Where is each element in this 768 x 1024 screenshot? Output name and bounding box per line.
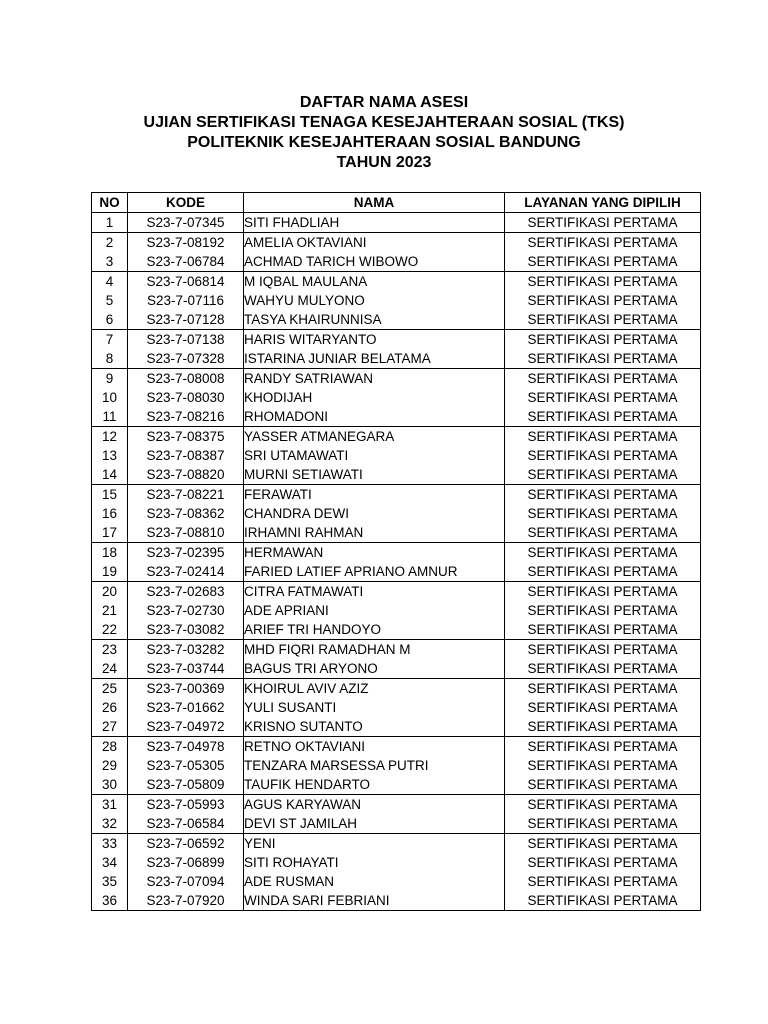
row-no: 5 — [92, 291, 128, 310]
row-layanan: SERTIFIKASI PERTAMA — [505, 756, 701, 775]
row-layanan: SERTIFIKASI PERTAMA — [505, 252, 701, 272]
row-nama: IRHAMNI RAHMAN — [244, 523, 505, 543]
row-layanan: SERTIFIKASI PERTAMA — [505, 775, 701, 795]
row-kode: S23-7-06784 — [128, 252, 244, 272]
row-no: 21 — [92, 601, 128, 620]
row-layanan: SERTIFIKASI PERTAMA — [505, 853, 701, 872]
document-subtitle-institution: POLITEKNIK KESEJAHTERAAN SOSIAL BANDUNG — [187, 134, 581, 151]
row-kode: S23-7-00369 — [128, 679, 244, 699]
row-kode: S23-7-07138 — [128, 330, 244, 350]
row-nama: AGUS KARYAWAN — [244, 795, 505, 815]
table-row — [92, 330, 701, 350]
row-layanan: SERTIFIKASI PERTAMA — [505, 891, 701, 911]
row-layanan: SERTIFIKASI PERTAMA — [505, 369, 701, 389]
row-kode: S23-7-07345 — [128, 213, 244, 233]
row-kode: S23-7-07920 — [128, 891, 244, 911]
document-header — [0, 93, 768, 173]
table-body — [92, 213, 701, 911]
row-no: 31 — [92, 795, 128, 815]
row-nama: SITI FHADLIAH — [244, 213, 505, 233]
table-row — [92, 814, 701, 834]
row-nama: FERAWATI — [244, 485, 505, 505]
column-header-layanan: LAYANAN YANG DIPILIH — [505, 193, 701, 213]
table-row — [92, 853, 701, 872]
row-layanan: SERTIFIKASI PERTAMA — [505, 834, 701, 854]
row-no: 11 — [92, 407, 128, 427]
row-no: 2 — [92, 233, 128, 253]
row-layanan: SERTIFIKASI PERTAMA — [505, 795, 701, 815]
row-kode: S23-7-06814 — [128, 272, 244, 292]
row-kode: S23-7-03082 — [128, 620, 244, 640]
table-row — [92, 272, 701, 292]
row-no: 13 — [92, 446, 128, 465]
table-row — [92, 446, 701, 465]
row-kode: S23-7-08820 — [128, 465, 244, 485]
row-no: 34 — [92, 853, 128, 872]
row-layanan: SERTIFIKASI PERTAMA — [505, 465, 701, 485]
table-row — [92, 407, 701, 427]
table-header-row — [92, 193, 701, 213]
row-no: 4 — [92, 272, 128, 292]
row-layanan: SERTIFIKASI PERTAMA — [505, 872, 701, 891]
table-row — [92, 640, 701, 660]
row-layanan: SERTIFIKASI PERTAMA — [505, 717, 701, 737]
row-nama: TENZARA MARSESSA PUTRI — [244, 756, 505, 775]
row-nama: M IQBAL MAULANA — [244, 272, 505, 292]
row-no: 30 — [92, 775, 128, 795]
table-row — [92, 233, 701, 253]
table-row — [92, 291, 701, 310]
document-title: DAFTAR NAMA ASESI — [299, 94, 469, 111]
document-subtitle-exam: UJIAN SERTIFIKASI TENAGA KESEJAHTERAAN SOSIAL (TKS) — [143, 114, 625, 131]
row-kode: S23-7-06899 — [128, 853, 244, 872]
row-kode: S23-7-07128 — [128, 310, 244, 330]
row-nama: WAHYU MULYONO — [244, 291, 505, 310]
row-layanan: SERTIFIKASI PERTAMA — [505, 272, 701, 292]
row-nama: HARIS WITARYANTO — [244, 330, 505, 350]
row-nama: TASYA KHAIRUNNISA — [244, 310, 505, 330]
row-nama: YULI SUSANTI — [244, 698, 505, 717]
table-row — [92, 504, 701, 523]
table-row — [92, 562, 701, 582]
row-nama: BAGUS TRI ARYONO — [244, 659, 505, 679]
row-nama: WINDA SARI FEBRIANI — [244, 891, 505, 911]
row-nama: TAUFIK HENDARTO — [244, 775, 505, 795]
row-nama: ADE APRIANI — [244, 601, 505, 620]
row-kode: S23-7-08375 — [128, 427, 244, 447]
row-layanan: SERTIFIKASI PERTAMA — [505, 659, 701, 679]
row-layanan: SERTIFIKASI PERTAMA — [505, 388, 701, 407]
row-no: 14 — [92, 465, 128, 485]
row-no: 10 — [92, 388, 128, 407]
document-subtitle-year: TAHUN 2023 — [336, 154, 432, 171]
row-kode: S23-7-04972 — [128, 717, 244, 737]
row-no: 24 — [92, 659, 128, 679]
row-nama: ISTARINA JUNIAR BELATAMA — [244, 349, 505, 369]
row-no: 6 — [92, 310, 128, 330]
row-kode: S23-7-08221 — [128, 485, 244, 505]
row-no: 7 — [92, 330, 128, 350]
table-row — [92, 756, 701, 775]
asesi-table — [91, 192, 701, 911]
column-header-kode: KODE — [128, 193, 244, 213]
table-row — [92, 659, 701, 679]
row-no: 17 — [92, 523, 128, 543]
row-kode: S23-7-06584 — [128, 814, 244, 834]
row-layanan: SERTIFIKASI PERTAMA — [505, 213, 701, 233]
row-no: 32 — [92, 814, 128, 834]
row-layanan: SERTIFIKASI PERTAMA — [505, 562, 701, 582]
row-nama: RETNO OKTAVIANI — [244, 737, 505, 757]
table-row — [92, 775, 701, 795]
row-layanan: SERTIFIKASI PERTAMA — [505, 698, 701, 717]
row-layanan: SERTIFIKASI PERTAMA — [505, 291, 701, 310]
row-layanan: SERTIFIKASI PERTAMA — [505, 523, 701, 543]
row-no: 1 — [92, 213, 128, 233]
table-row — [92, 795, 701, 815]
row-no: 15 — [92, 485, 128, 505]
table-row — [92, 717, 701, 737]
row-nama: FARIED LATIEF APRIANO AMNUR — [244, 562, 505, 582]
row-no: 35 — [92, 872, 128, 891]
row-layanan: SERTIFIKASI PERTAMA — [505, 601, 701, 620]
table-row — [92, 620, 701, 640]
table-row — [92, 872, 701, 891]
row-no: 19 — [92, 562, 128, 582]
row-kode: S23-7-02414 — [128, 562, 244, 582]
row-kode: S23-7-05993 — [128, 795, 244, 815]
row-no: 8 — [92, 349, 128, 369]
row-kode: S23-7-08387 — [128, 446, 244, 465]
row-no: 27 — [92, 717, 128, 737]
row-no: 18 — [92, 543, 128, 563]
row-nama: ADE RUSMAN — [244, 872, 505, 891]
row-kode: S23-7-08030 — [128, 388, 244, 407]
row-kode: S23-7-02730 — [128, 601, 244, 620]
row-no: 28 — [92, 737, 128, 757]
table-row — [92, 369, 701, 389]
row-nama: KHOIRUL AVIV AZIZ — [244, 679, 505, 699]
row-layanan: SERTIFIKASI PERTAMA — [505, 504, 701, 523]
row-no: 29 — [92, 756, 128, 775]
row-no: 9 — [92, 369, 128, 389]
row-layanan: SERTIFIKASI PERTAMA — [505, 814, 701, 834]
row-layanan: SERTIFIKASI PERTAMA — [505, 640, 701, 660]
row-no: 23 — [92, 640, 128, 660]
row-nama: CITRA FATMAWATI — [244, 582, 505, 602]
column-header-nama: NAMA — [244, 193, 505, 213]
table-row — [92, 485, 701, 505]
row-nama: RHOMADONI — [244, 407, 505, 427]
row-kode: S23-7-08008 — [128, 369, 244, 389]
row-kode: S23-7-07116 — [128, 291, 244, 310]
row-nama: ARIEF TRI HANDOYO — [244, 620, 505, 640]
table-row — [92, 349, 701, 369]
table-row — [92, 737, 701, 757]
row-no: 33 — [92, 834, 128, 854]
row-nama: AMELIA OKTAVIANI — [244, 233, 505, 253]
row-nama: MURNI SETIAWATI — [244, 465, 505, 485]
table-row — [92, 834, 701, 854]
row-nama: YENI — [244, 834, 505, 854]
row-layanan: SERTIFIKASI PERTAMA — [505, 427, 701, 447]
table-row — [92, 891, 701, 911]
row-kode: S23-7-05809 — [128, 775, 244, 795]
row-layanan: SERTIFIKASI PERTAMA — [505, 349, 701, 369]
row-nama: RANDY SATRIAWAN — [244, 369, 505, 389]
row-layanan: SERTIFIKASI PERTAMA — [505, 330, 701, 350]
table-row — [92, 465, 701, 485]
row-layanan: SERTIFIKASI PERTAMA — [505, 543, 701, 563]
row-layanan: SERTIFIKASI PERTAMA — [505, 310, 701, 330]
row-kode: S23-7-03744 — [128, 659, 244, 679]
row-no: 12 — [92, 427, 128, 447]
row-kode: S23-7-08810 — [128, 523, 244, 543]
table-row — [92, 543, 701, 563]
row-no: 25 — [92, 679, 128, 699]
row-kode: S23-7-08192 — [128, 233, 244, 253]
row-no: 3 — [92, 252, 128, 272]
row-nama: KHODIJAH — [244, 388, 505, 407]
row-kode: S23-7-08362 — [128, 504, 244, 523]
column-header-no: NO — [92, 193, 128, 213]
row-no: 36 — [92, 891, 128, 911]
row-kode: S23-7-04978 — [128, 737, 244, 757]
row-layanan: SERTIFIKASI PERTAMA — [505, 485, 701, 505]
table-row — [92, 523, 701, 543]
row-layanan: SERTIFIKASI PERTAMA — [505, 407, 701, 427]
row-kode: S23-7-06592 — [128, 834, 244, 854]
row-no: 20 — [92, 582, 128, 602]
row-kode: S23-7-07328 — [128, 349, 244, 369]
table-row — [92, 582, 701, 602]
row-kode: S23-7-01662 — [128, 698, 244, 717]
row-nama: YASSER ATMANEGARA — [244, 427, 505, 447]
row-kode: S23-7-02395 — [128, 543, 244, 563]
table-row — [92, 427, 701, 447]
row-layanan: SERTIFIKASI PERTAMA — [505, 446, 701, 465]
row-nama: CHANDRA DEWI — [244, 504, 505, 523]
row-layanan: SERTIFIKASI PERTAMA — [505, 737, 701, 757]
row-layanan: SERTIFIKASI PERTAMA — [505, 233, 701, 253]
row-no: 16 — [92, 504, 128, 523]
row-layanan: SERTIFIKASI PERTAMA — [505, 582, 701, 602]
row-no: 26 — [92, 698, 128, 717]
table-row — [92, 310, 701, 330]
row-kode: S23-7-03282 — [128, 640, 244, 660]
row-kode: S23-7-07094 — [128, 872, 244, 891]
table-row — [92, 388, 701, 407]
row-nama: HERMAWAN — [244, 543, 505, 563]
row-layanan: SERTIFIKASI PERTAMA — [505, 679, 701, 699]
table-row — [92, 213, 701, 233]
row-nama: KRISNO SUTANTO — [244, 717, 505, 737]
row-nama: DEVI ST JAMILAH — [244, 814, 505, 834]
row-kode: S23-7-08216 — [128, 407, 244, 427]
row-no: 22 — [92, 620, 128, 640]
row-nama: ACHMAD TARICH WIBOWO — [244, 252, 505, 272]
row-nama: MHD FIQRI RAMADHAN M — [244, 640, 505, 660]
row-kode: S23-7-02683 — [128, 582, 244, 602]
table-row — [92, 698, 701, 717]
row-kode: S23-7-05305 — [128, 756, 244, 775]
table-row — [92, 679, 701, 699]
row-layanan: SERTIFIKASI PERTAMA — [505, 620, 701, 640]
row-nama: SRI UTAMAWATI — [244, 446, 505, 465]
table-row — [92, 601, 701, 620]
table-row — [92, 252, 701, 272]
row-nama: SITI ROHAYATI — [244, 853, 505, 872]
